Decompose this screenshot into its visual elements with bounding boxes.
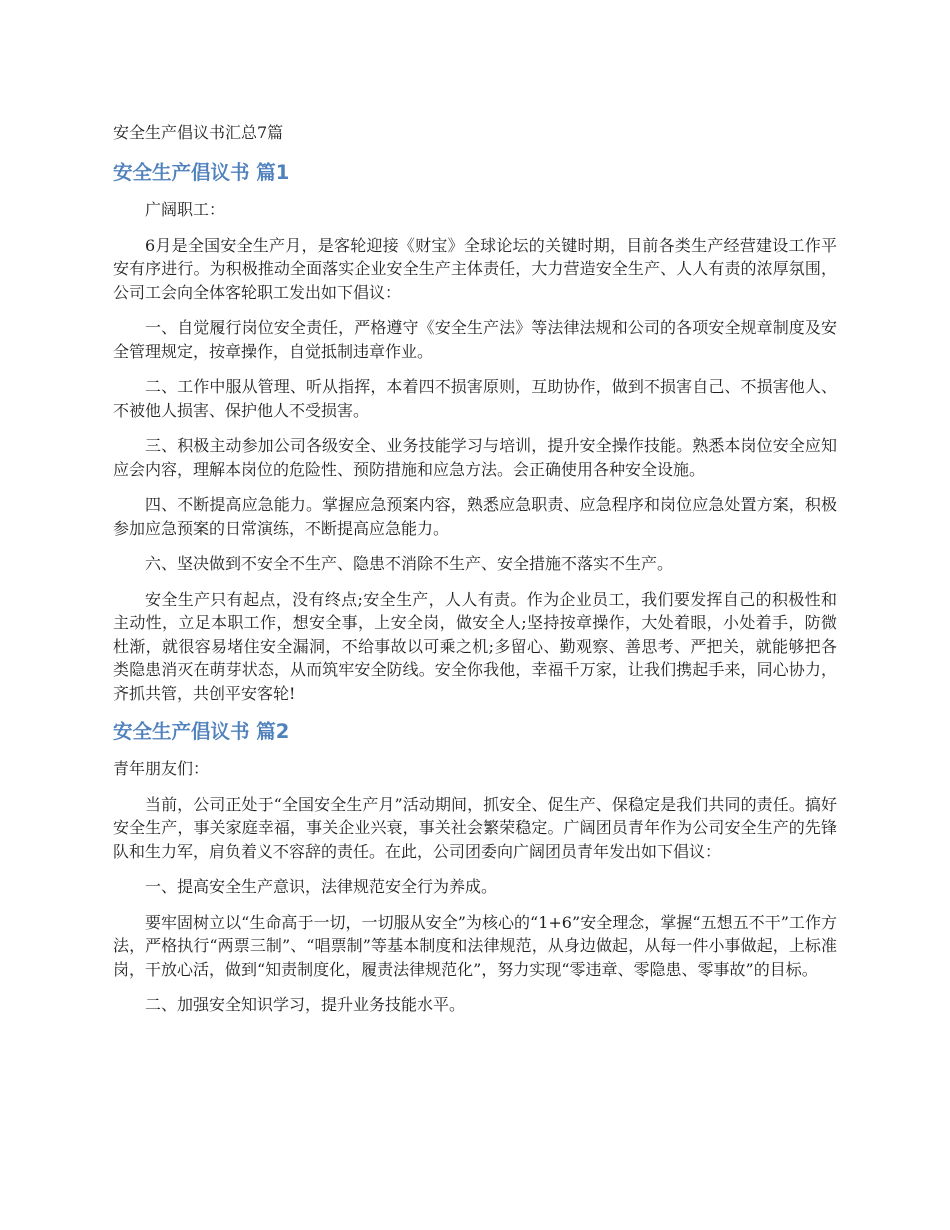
- section-heading: 安全生产倡议书 篇2: [113, 720, 290, 743]
- paragraph: 六、坚决做到不安全不生产、隐患不消除不生产、安全措施不落实不生产。: [145, 554, 674, 573]
- paragraph: 三、积极主动参加公司各级安全、业务技能学习与培训，提升安全操作技能。熟悉本岗位安全应知应会内容，理解本岗位的危险性、预防措施和应急方法。会正确使用各种安全设施。: [113, 436, 837, 479]
- paragraph: 一、提高安全生产意识，法律规范安全行为养成。: [145, 877, 498, 896]
- paragraph: 当前，公司正处于“全国安全生产月”活动期间，抓安全、促生产、保稳定是我们共同的责任。搞好安全生产，事关家庭幸福，事关企业兴衰，事关社会繁荣稳定。广阔团员青年作为公司安全生产的先锋队和生力军，肩负着义不容辞的责任。在此，公司团委向广阔团员青年发出如下倡议：: [113, 794, 837, 861]
- paragraph: 一、自觉履行岗位安全责任，严格遵守《安全生产法》等法律法规和公司的各项安全规章制度及安全管理规定，按章操作，自觉抵制违章作业。: [113, 318, 837, 361]
- paragraph: 二、加强安全知识学习，提升业务技能水平。: [145, 995, 466, 1014]
- paragraph: 安全生产只有起点，没有终点;安全生产，人人有责。作为企业员工，我们要发挥自己的积极性和主动性，立足本职工作，想安全事，上安全岗，做安全人;坚持按章操作，大处着眼，小处着手，防微杜渐，就很容易堵住安全漏洞，不给事故以可乘之机;多留心、勤观察、善思考、严把关，就能够把各类隐患消灭在萌芽状态，从而筑牢安全防线。安全你我他，幸福千万家，让我们携起手来，同心协力，齐抓共管，共创平安客轮!: [113, 589, 837, 703]
- paragraph: 二、工作中服从管理、听从指挥，本着四不损害原则，互助协作，做到不损害自己、不损害他人、不被他人损害、保护他人不受损害。: [113, 377, 837, 420]
- document-body: [113, 120, 837, 1029]
- paragraph: 6月是全国安全生产月，是客轮迎接《财宝》全球论坛的关键时期，目前各类生产经营建设工作平安有序进行。为积极推动全面落实企业安全生产主体责任，大力营造安全生产、人人有责的浓厚氛围，公司工会向全体客轮职工发出如下倡议：: [113, 235, 837, 302]
- paragraph: 四、不断提高应急能力。掌握应急预案内容，熟悉应急职责、应急程序和岗位应急处置方案，积极参加应急预案的日常演练，不断提高应急能力。: [113, 495, 837, 538]
- paragraph: 要牢固树立以“生命高于一切，一切服从安全”为核心的“1+6”安全理念，掌握“五想五不干”工作方法，严格执行“两票三制”、“唱票制”等基本制度和法律规范，从身边做起，从每一件小事做起，上标准岗，干放心活，做到“知责制度化，履责法律规范化”，努力实现“零违章、零隐患、零事故”的目标。: [113, 912, 837, 979]
- salutation: 广阔职工：: [145, 200, 226, 219]
- section-2: [113, 717, 837, 1017]
- document-title: 安全生产倡议书汇总7篇: [113, 123, 284, 142]
- section-heading: 安全生产倡议书 篇1: [113, 161, 290, 184]
- salutation: 青年朋友们：: [113, 759, 210, 778]
- section-1: [113, 158, 837, 705]
